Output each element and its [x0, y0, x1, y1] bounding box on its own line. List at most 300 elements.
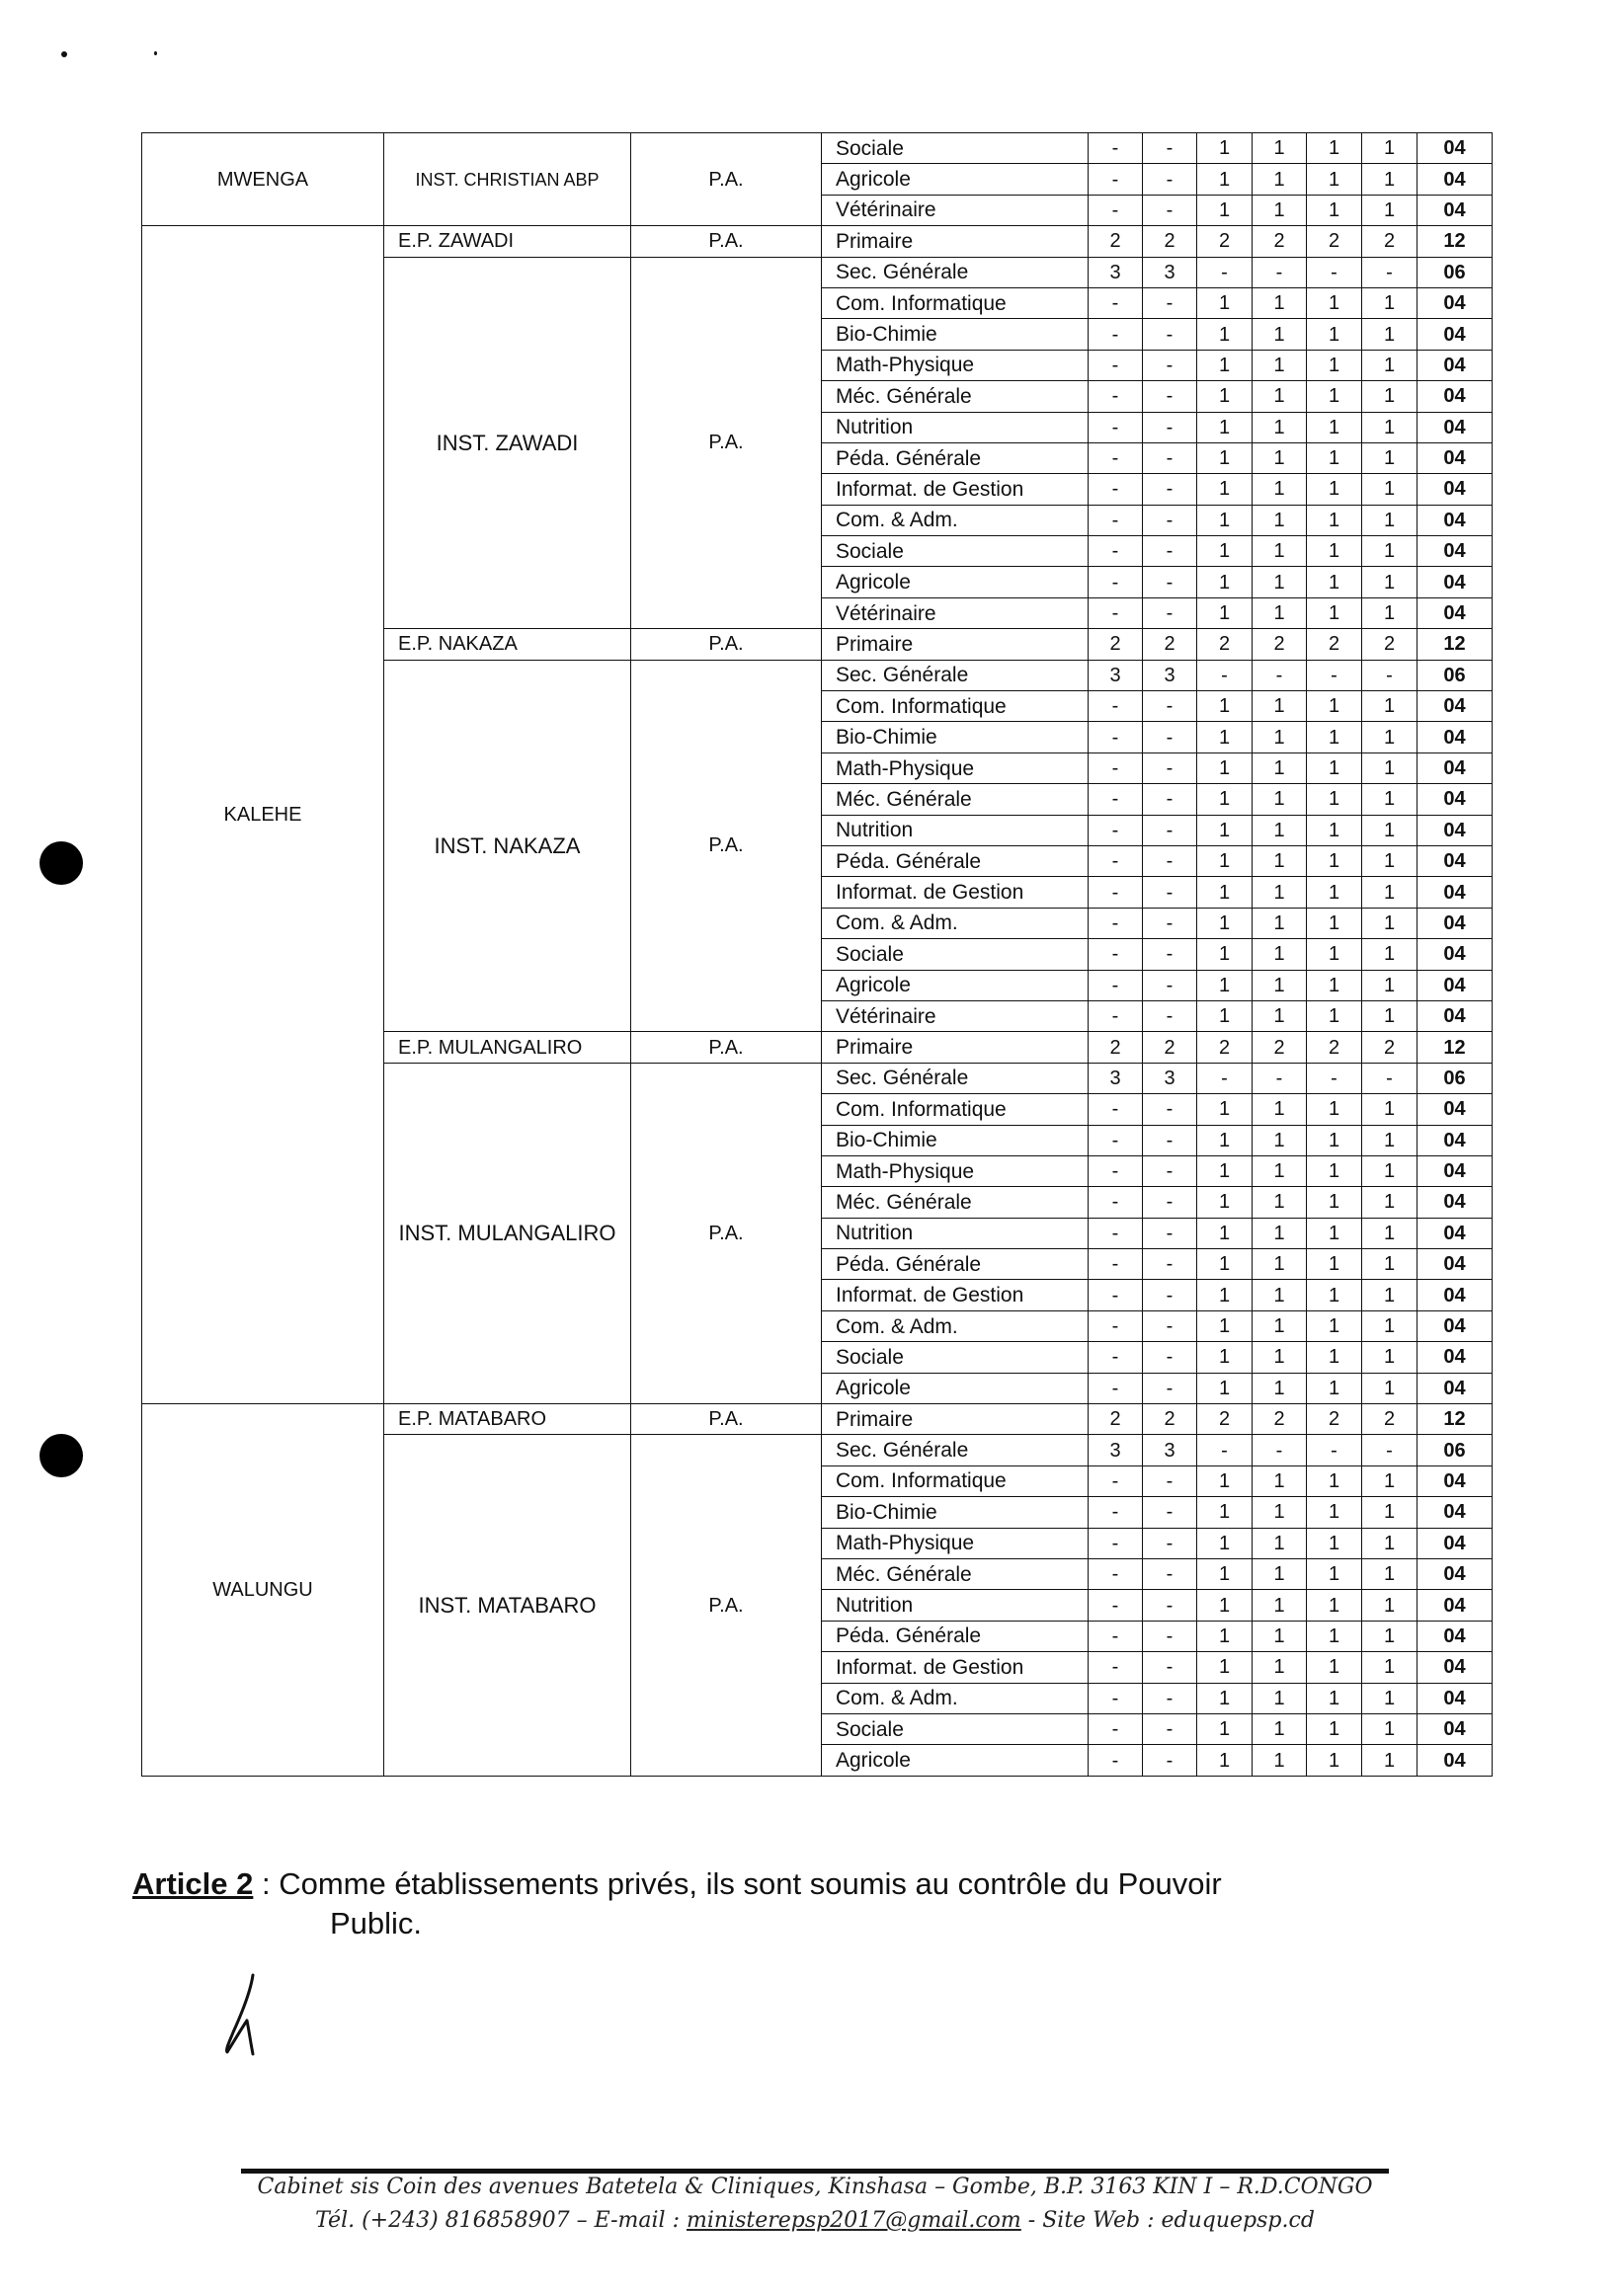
count-cell: 3: [1143, 660, 1197, 690]
count-cell: 1: [1253, 877, 1307, 908]
count-cell: -: [1143, 1497, 1197, 1528]
total-cell: 04: [1418, 381, 1493, 412]
total-cell: 04: [1418, 908, 1493, 938]
count-cell: 1: [1197, 195, 1253, 225]
count-cell: 1: [1253, 287, 1307, 318]
count-cell: -: [1089, 164, 1143, 195]
count-cell: 1: [1362, 1280, 1418, 1310]
count-cell: 1: [1197, 287, 1253, 318]
total-cell: 04: [1418, 877, 1493, 908]
count-cell: 2: [1197, 1404, 1253, 1435]
option-cell: Agricole: [822, 164, 1089, 195]
count-cell: -: [1253, 1435, 1307, 1465]
count-cell: -: [1362, 1063, 1418, 1093]
total-cell: 04: [1418, 1590, 1493, 1621]
option-cell: Péda. Générale: [822, 845, 1089, 876]
regime-cell: P.A.: [631, 1063, 822, 1403]
territory-cell: WALUNGU: [142, 1404, 384, 1777]
count-cell: 1: [1197, 1373, 1253, 1403]
option-cell: Sociale: [822, 536, 1089, 567]
total-cell: 04: [1418, 1094, 1493, 1125]
count-cell: 1: [1253, 1621, 1307, 1651]
count-cell: 1: [1253, 442, 1307, 473]
count-cell: -: [1307, 660, 1362, 690]
total-cell: 04: [1418, 505, 1493, 535]
count-cell: -: [1089, 1558, 1143, 1589]
count-cell: 1: [1253, 1342, 1307, 1373]
count-cell: 1: [1253, 1713, 1307, 1744]
count-cell: -: [1143, 442, 1197, 473]
total-cell: 04: [1418, 350, 1493, 380]
count-cell: 2: [1362, 1032, 1418, 1063]
count-cell: 2: [1089, 629, 1143, 660]
count-cell: 1: [1307, 877, 1362, 908]
option-cell: Com. & Adm.: [822, 1310, 1089, 1341]
count-cell: 1: [1197, 597, 1253, 628]
count-cell: 1: [1362, 815, 1418, 845]
option-cell: Sec. Générale: [822, 660, 1089, 690]
regime-cell: P.A.: [631, 257, 822, 629]
count-cell: -: [1197, 660, 1253, 690]
count-cell: -: [1143, 1000, 1197, 1031]
count-cell: 1: [1307, 1497, 1362, 1528]
count-cell: -: [1089, 1000, 1143, 1031]
count-cell: -: [1089, 691, 1143, 722]
count-cell: -: [1143, 1683, 1197, 1713]
count-cell: 1: [1307, 442, 1362, 473]
total-cell: 12: [1418, 629, 1493, 660]
option-cell: Sociale: [822, 939, 1089, 970]
option-cell: Agricole: [822, 1373, 1089, 1403]
count-cell: 1: [1197, 350, 1253, 380]
count-cell: -: [1089, 1590, 1143, 1621]
article-2: [132, 1864, 1417, 1943]
school-cell: INST. MULANGALIRO: [384, 1063, 631, 1403]
count-cell: 2: [1143, 1032, 1197, 1063]
signature-initial: [219, 1971, 283, 2056]
count-cell: 1: [1307, 1373, 1362, 1403]
punch-hole: [40, 841, 83, 885]
count-cell: -: [1143, 1465, 1197, 1496]
count-cell: 1: [1253, 350, 1307, 380]
count-cell: 1: [1253, 1249, 1307, 1280]
schools-table-body: [142, 133, 1493, 1777]
count-cell: -: [1089, 1528, 1143, 1558]
count-cell: 1: [1197, 1465, 1253, 1496]
count-cell: 1: [1197, 1745, 1253, 1776]
total-cell: 12: [1418, 1032, 1493, 1063]
count-cell: 1: [1362, 784, 1418, 815]
count-cell: 1: [1362, 1652, 1418, 1683]
count-cell: 1: [1253, 1528, 1307, 1558]
count-cell: 1: [1253, 1373, 1307, 1403]
count-cell: 1: [1197, 1218, 1253, 1248]
count-cell: 1: [1362, 1218, 1418, 1248]
footer-contact: [217, 2208, 1413, 2233]
count-cell: 3: [1089, 1063, 1143, 1093]
count-cell: 1: [1307, 474, 1362, 505]
school-cell: INST. NAKAZA: [384, 660, 631, 1032]
count-cell: 1: [1362, 505, 1418, 535]
count-cell: -: [1143, 1125, 1197, 1155]
total-cell: 04: [1418, 1652, 1493, 1683]
total-cell: 04: [1418, 567, 1493, 597]
count-cell: -: [1143, 505, 1197, 535]
count-cell: 1: [1253, 1652, 1307, 1683]
count-cell: 1: [1307, 1310, 1362, 1341]
count-cell: 1: [1307, 1652, 1362, 1683]
count-cell: 1: [1253, 567, 1307, 597]
count-cell: 1: [1362, 1094, 1418, 1125]
count-cell: 1: [1197, 1187, 1253, 1218]
count-cell: -: [1143, 1558, 1197, 1589]
total-cell: 12: [1418, 1404, 1493, 1435]
count-cell: 1: [1362, 1155, 1418, 1186]
option-cell: Vétérinaire: [822, 195, 1089, 225]
option-cell: Méc. Générale: [822, 1187, 1089, 1218]
count-cell: -: [1089, 939, 1143, 970]
count-cell: -: [1253, 1063, 1307, 1093]
count-cell: 1: [1253, 1187, 1307, 1218]
count-cell: 1: [1197, 939, 1253, 970]
count-cell: -: [1089, 1713, 1143, 1744]
count-cell: 1: [1253, 1155, 1307, 1186]
total-cell: 06: [1418, 257, 1493, 287]
count-cell: 1: [1197, 1310, 1253, 1341]
count-cell: -: [1143, 1342, 1197, 1373]
total-cell: 04: [1418, 1497, 1493, 1528]
option-cell: Bio-Chimie: [822, 722, 1089, 752]
count-cell: 1: [1362, 1000, 1418, 1031]
count-cell: 2: [1253, 629, 1307, 660]
count-cell: -: [1307, 257, 1362, 287]
count-cell: 1: [1253, 1497, 1307, 1528]
total-cell: 04: [1418, 1280, 1493, 1310]
footer-email-link[interactable]: ministerepsp2017@gmail.com: [687, 2208, 1021, 2233]
count-cell: 1: [1362, 412, 1418, 442]
option-cell: Vétérinaire: [822, 1000, 1089, 1031]
count-cell: 1: [1197, 1342, 1253, 1373]
option-cell: Méc. Générale: [822, 1558, 1089, 1589]
count-cell: 1: [1253, 195, 1307, 225]
total-cell: 04: [1418, 1310, 1493, 1341]
count-cell: 1: [1197, 784, 1253, 815]
count-cell: 1: [1307, 381, 1362, 412]
count-cell: 1: [1253, 474, 1307, 505]
option-cell: Bio-Chimie: [822, 319, 1089, 350]
count-cell: 1: [1362, 1590, 1418, 1621]
option-cell: Agricole: [822, 1745, 1089, 1776]
count-cell: -: [1143, 1187, 1197, 1218]
count-cell: 1: [1307, 1713, 1362, 1744]
count-cell: 1: [1253, 1590, 1307, 1621]
option-cell: Com. & Adm.: [822, 908, 1089, 938]
school-cell: INST. CHRISTIAN ABP: [384, 133, 631, 226]
count-cell: 1: [1362, 1249, 1418, 1280]
count-cell: 2: [1143, 226, 1197, 257]
count-cell: 1: [1362, 474, 1418, 505]
count-cell: -: [1089, 970, 1143, 1000]
punch-hole: [40, 1434, 83, 1477]
count-cell: 1: [1307, 908, 1362, 938]
count-cell: -: [1089, 1094, 1143, 1125]
total-cell: 04: [1418, 970, 1493, 1000]
count-cell: -: [1307, 1063, 1362, 1093]
count-cell: -: [1362, 660, 1418, 690]
count-cell: 1: [1307, 164, 1362, 195]
count-cell: 1: [1253, 815, 1307, 845]
count-cell: 1: [1362, 567, 1418, 597]
count-cell: 1: [1197, 1125, 1253, 1155]
count-cell: 1: [1197, 1590, 1253, 1621]
count-cell: 1: [1197, 442, 1253, 473]
count-cell: 2: [1197, 629, 1253, 660]
count-cell: 1: [1362, 1373, 1418, 1403]
count-cell: 2: [1362, 226, 1418, 257]
count-cell: -: [1089, 908, 1143, 938]
article-label: Article 2: [132, 1866, 254, 1901]
count-cell: -: [1143, 1280, 1197, 1310]
total-cell: 04: [1418, 784, 1493, 815]
count-cell: 1: [1362, 1310, 1418, 1341]
count-cell: 1: [1307, 1621, 1362, 1651]
count-cell: 2: [1143, 1404, 1197, 1435]
count-cell: 1: [1362, 1187, 1418, 1218]
count-cell: 1: [1307, 350, 1362, 380]
count-cell: 1: [1307, 815, 1362, 845]
option-cell: Péda. Générale: [822, 442, 1089, 473]
count-cell: -: [1143, 970, 1197, 1000]
option-cell: Primaire: [822, 1404, 1089, 1435]
count-cell: -: [1089, 1249, 1143, 1280]
total-cell: 04: [1418, 412, 1493, 442]
count-cell: 1: [1362, 1465, 1418, 1496]
count-cell: 1: [1197, 1497, 1253, 1528]
count-cell: -: [1143, 567, 1197, 597]
total-cell: 06: [1418, 1063, 1493, 1093]
count-cell: -: [1089, 1187, 1143, 1218]
total-cell: 04: [1418, 164, 1493, 195]
regime-cell: P.A.: [631, 226, 822, 257]
count-cell: -: [1143, 1528, 1197, 1558]
count-cell: 1: [1253, 1125, 1307, 1155]
option-cell: Agricole: [822, 970, 1089, 1000]
footer-website-label: - Site Web :: [1020, 2208, 1162, 2233]
article-separator: :: [253, 1866, 280, 1901]
option-cell: Nutrition: [822, 1590, 1089, 1621]
school-cell: E.P. MULANGALIRO: [384, 1032, 631, 1063]
article-text-2: Public.: [330, 1906, 423, 1940]
count-cell: -: [1143, 1621, 1197, 1651]
count-cell: -: [1089, 505, 1143, 535]
count-cell: 1: [1362, 845, 1418, 876]
count-cell: 3: [1143, 1063, 1197, 1093]
count-cell: 2: [1197, 226, 1253, 257]
count-cell: 1: [1197, 722, 1253, 752]
count-cell: -: [1143, 350, 1197, 380]
count-cell: -: [1143, 722, 1197, 752]
count-cell: 1: [1197, 1094, 1253, 1125]
count-cell: 1: [1307, 939, 1362, 970]
option-cell: Informat. de Gestion: [822, 474, 1089, 505]
count-cell: -: [1143, 877, 1197, 908]
count-cell: 1: [1362, 536, 1418, 567]
regime-cell: P.A.: [631, 1404, 822, 1435]
territory-cell: MWENGA: [142, 133, 384, 226]
count-cell: 1: [1362, 133, 1418, 164]
total-cell: 04: [1418, 752, 1493, 783]
count-cell: 1: [1362, 752, 1418, 783]
total-cell: 04: [1418, 536, 1493, 567]
count-cell: -: [1143, 908, 1197, 938]
count-cell: -: [1089, 350, 1143, 380]
count-cell: 3: [1089, 660, 1143, 690]
count-cell: 1: [1307, 1218, 1362, 1248]
total-cell: 04: [1418, 1155, 1493, 1186]
count-cell: 1: [1362, 287, 1418, 318]
count-cell: -: [1089, 1373, 1143, 1403]
count-cell: 1: [1362, 1683, 1418, 1713]
option-cell: Math-Physique: [822, 1528, 1089, 1558]
table-row: [142, 133, 1493, 164]
option-cell: Péda. Générale: [822, 1621, 1089, 1651]
option-cell: Agricole: [822, 567, 1089, 597]
count-cell: 1: [1253, 319, 1307, 350]
total-cell: 04: [1418, 845, 1493, 876]
school-cell: E.P. NAKAZA: [384, 629, 631, 660]
count-cell: 1: [1307, 970, 1362, 1000]
count-cell: 1: [1253, 164, 1307, 195]
count-cell: -: [1253, 660, 1307, 690]
regime-cell: P.A.: [631, 1435, 822, 1776]
count-cell: 1: [1307, 1465, 1362, 1496]
count-cell: 1: [1197, 474, 1253, 505]
count-cell: -: [1089, 1310, 1143, 1341]
count-cell: 2: [1197, 1032, 1253, 1063]
option-cell: Informat. de Gestion: [822, 877, 1089, 908]
count-cell: 1: [1197, 1621, 1253, 1651]
count-cell: 1: [1362, 1342, 1418, 1373]
count-cell: 1: [1307, 722, 1362, 752]
count-cell: 2: [1362, 629, 1418, 660]
count-cell: -: [1362, 257, 1418, 287]
footer-rule: [241, 2169, 1389, 2174]
count-cell: 1: [1253, 412, 1307, 442]
count-cell: 2: [1089, 1404, 1143, 1435]
count-cell: -: [1089, 1497, 1143, 1528]
total-cell: 04: [1418, 1683, 1493, 1713]
option-cell: Méc. Générale: [822, 784, 1089, 815]
count-cell: 1: [1197, 815, 1253, 845]
count-cell: 1: [1253, 1218, 1307, 1248]
count-cell: -: [1143, 752, 1197, 783]
count-cell: -: [1143, 1373, 1197, 1403]
total-cell: 04: [1418, 195, 1493, 225]
option-cell: Sociale: [822, 1713, 1089, 1744]
total-cell: 04: [1418, 1528, 1493, 1558]
count-cell: 1: [1362, 319, 1418, 350]
count-cell: -: [1307, 1435, 1362, 1465]
count-cell: 1: [1307, 1249, 1362, 1280]
count-cell: 1: [1307, 1528, 1362, 1558]
count-cell: -: [1197, 1063, 1253, 1093]
school-cell: E.P. ZAWADI: [384, 226, 631, 257]
count-cell: 1: [1307, 319, 1362, 350]
total-cell: 04: [1418, 939, 1493, 970]
total-cell: 04: [1418, 691, 1493, 722]
count-cell: 1: [1362, 722, 1418, 752]
count-cell: 2: [1362, 1404, 1418, 1435]
count-cell: -: [1089, 1125, 1143, 1155]
count-cell: 1: [1253, 1683, 1307, 1713]
count-cell: 2: [1089, 226, 1143, 257]
count-cell: 1: [1362, 970, 1418, 1000]
count-cell: 1: [1362, 1745, 1418, 1776]
count-cell: 1: [1307, 1683, 1362, 1713]
count-cell: -: [1089, 815, 1143, 845]
total-cell: 04: [1418, 1218, 1493, 1248]
option-cell: Méc. Générale: [822, 381, 1089, 412]
option-cell: Com. Informatique: [822, 1094, 1089, 1125]
total-cell: 04: [1418, 1713, 1493, 1744]
count-cell: 2: [1253, 1404, 1307, 1435]
option-cell: Primaire: [822, 629, 1089, 660]
territory-cell: KALEHE: [142, 226, 384, 1404]
count-cell: -: [1143, 319, 1197, 350]
count-cell: 1: [1362, 195, 1418, 225]
option-cell: Com. Informatique: [822, 287, 1089, 318]
table-row: [142, 226, 1493, 257]
count-cell: 1: [1362, 939, 1418, 970]
total-cell: 04: [1418, 474, 1493, 505]
count-cell: 1: [1307, 505, 1362, 535]
count-cell: 1: [1197, 1280, 1253, 1310]
footer-phone: Tél. (+243) 816858907 – E-mail :: [315, 2208, 687, 2233]
count-cell: -: [1143, 691, 1197, 722]
count-cell: 1: [1307, 1745, 1362, 1776]
count-cell: 1: [1307, 1590, 1362, 1621]
count-cell: -: [1089, 1155, 1143, 1186]
count-cell: 1: [1307, 597, 1362, 628]
count-cell: -: [1089, 1745, 1143, 1776]
option-cell: Sec. Générale: [822, 257, 1089, 287]
option-cell: Com. & Adm.: [822, 505, 1089, 535]
count-cell: -: [1143, 1310, 1197, 1341]
total-cell: 04: [1418, 1558, 1493, 1589]
count-cell: 1: [1197, 319, 1253, 350]
count-cell: 1: [1307, 845, 1362, 876]
count-cell: 2: [1143, 629, 1197, 660]
option-cell: Math-Physique: [822, 1155, 1089, 1186]
count-cell: 1: [1197, 691, 1253, 722]
school-cell: E.P. MATABARO: [384, 1404, 631, 1435]
count-cell: 1: [1362, 1713, 1418, 1744]
count-cell: 1: [1307, 1187, 1362, 1218]
count-cell: -: [1089, 536, 1143, 567]
count-cell: -: [1143, 1218, 1197, 1248]
count-cell: -: [1143, 1590, 1197, 1621]
count-cell: -: [1089, 133, 1143, 164]
count-cell: 1: [1362, 442, 1418, 473]
count-cell: 1: [1197, 1528, 1253, 1558]
count-cell: 1: [1307, 536, 1362, 567]
count-cell: 1: [1197, 845, 1253, 876]
count-cell: 2: [1307, 226, 1362, 257]
count-cell: -: [1143, 1745, 1197, 1776]
total-cell: 04: [1418, 815, 1493, 845]
count-cell: 2: [1253, 1032, 1307, 1063]
count-cell: 1: [1197, 1155, 1253, 1186]
